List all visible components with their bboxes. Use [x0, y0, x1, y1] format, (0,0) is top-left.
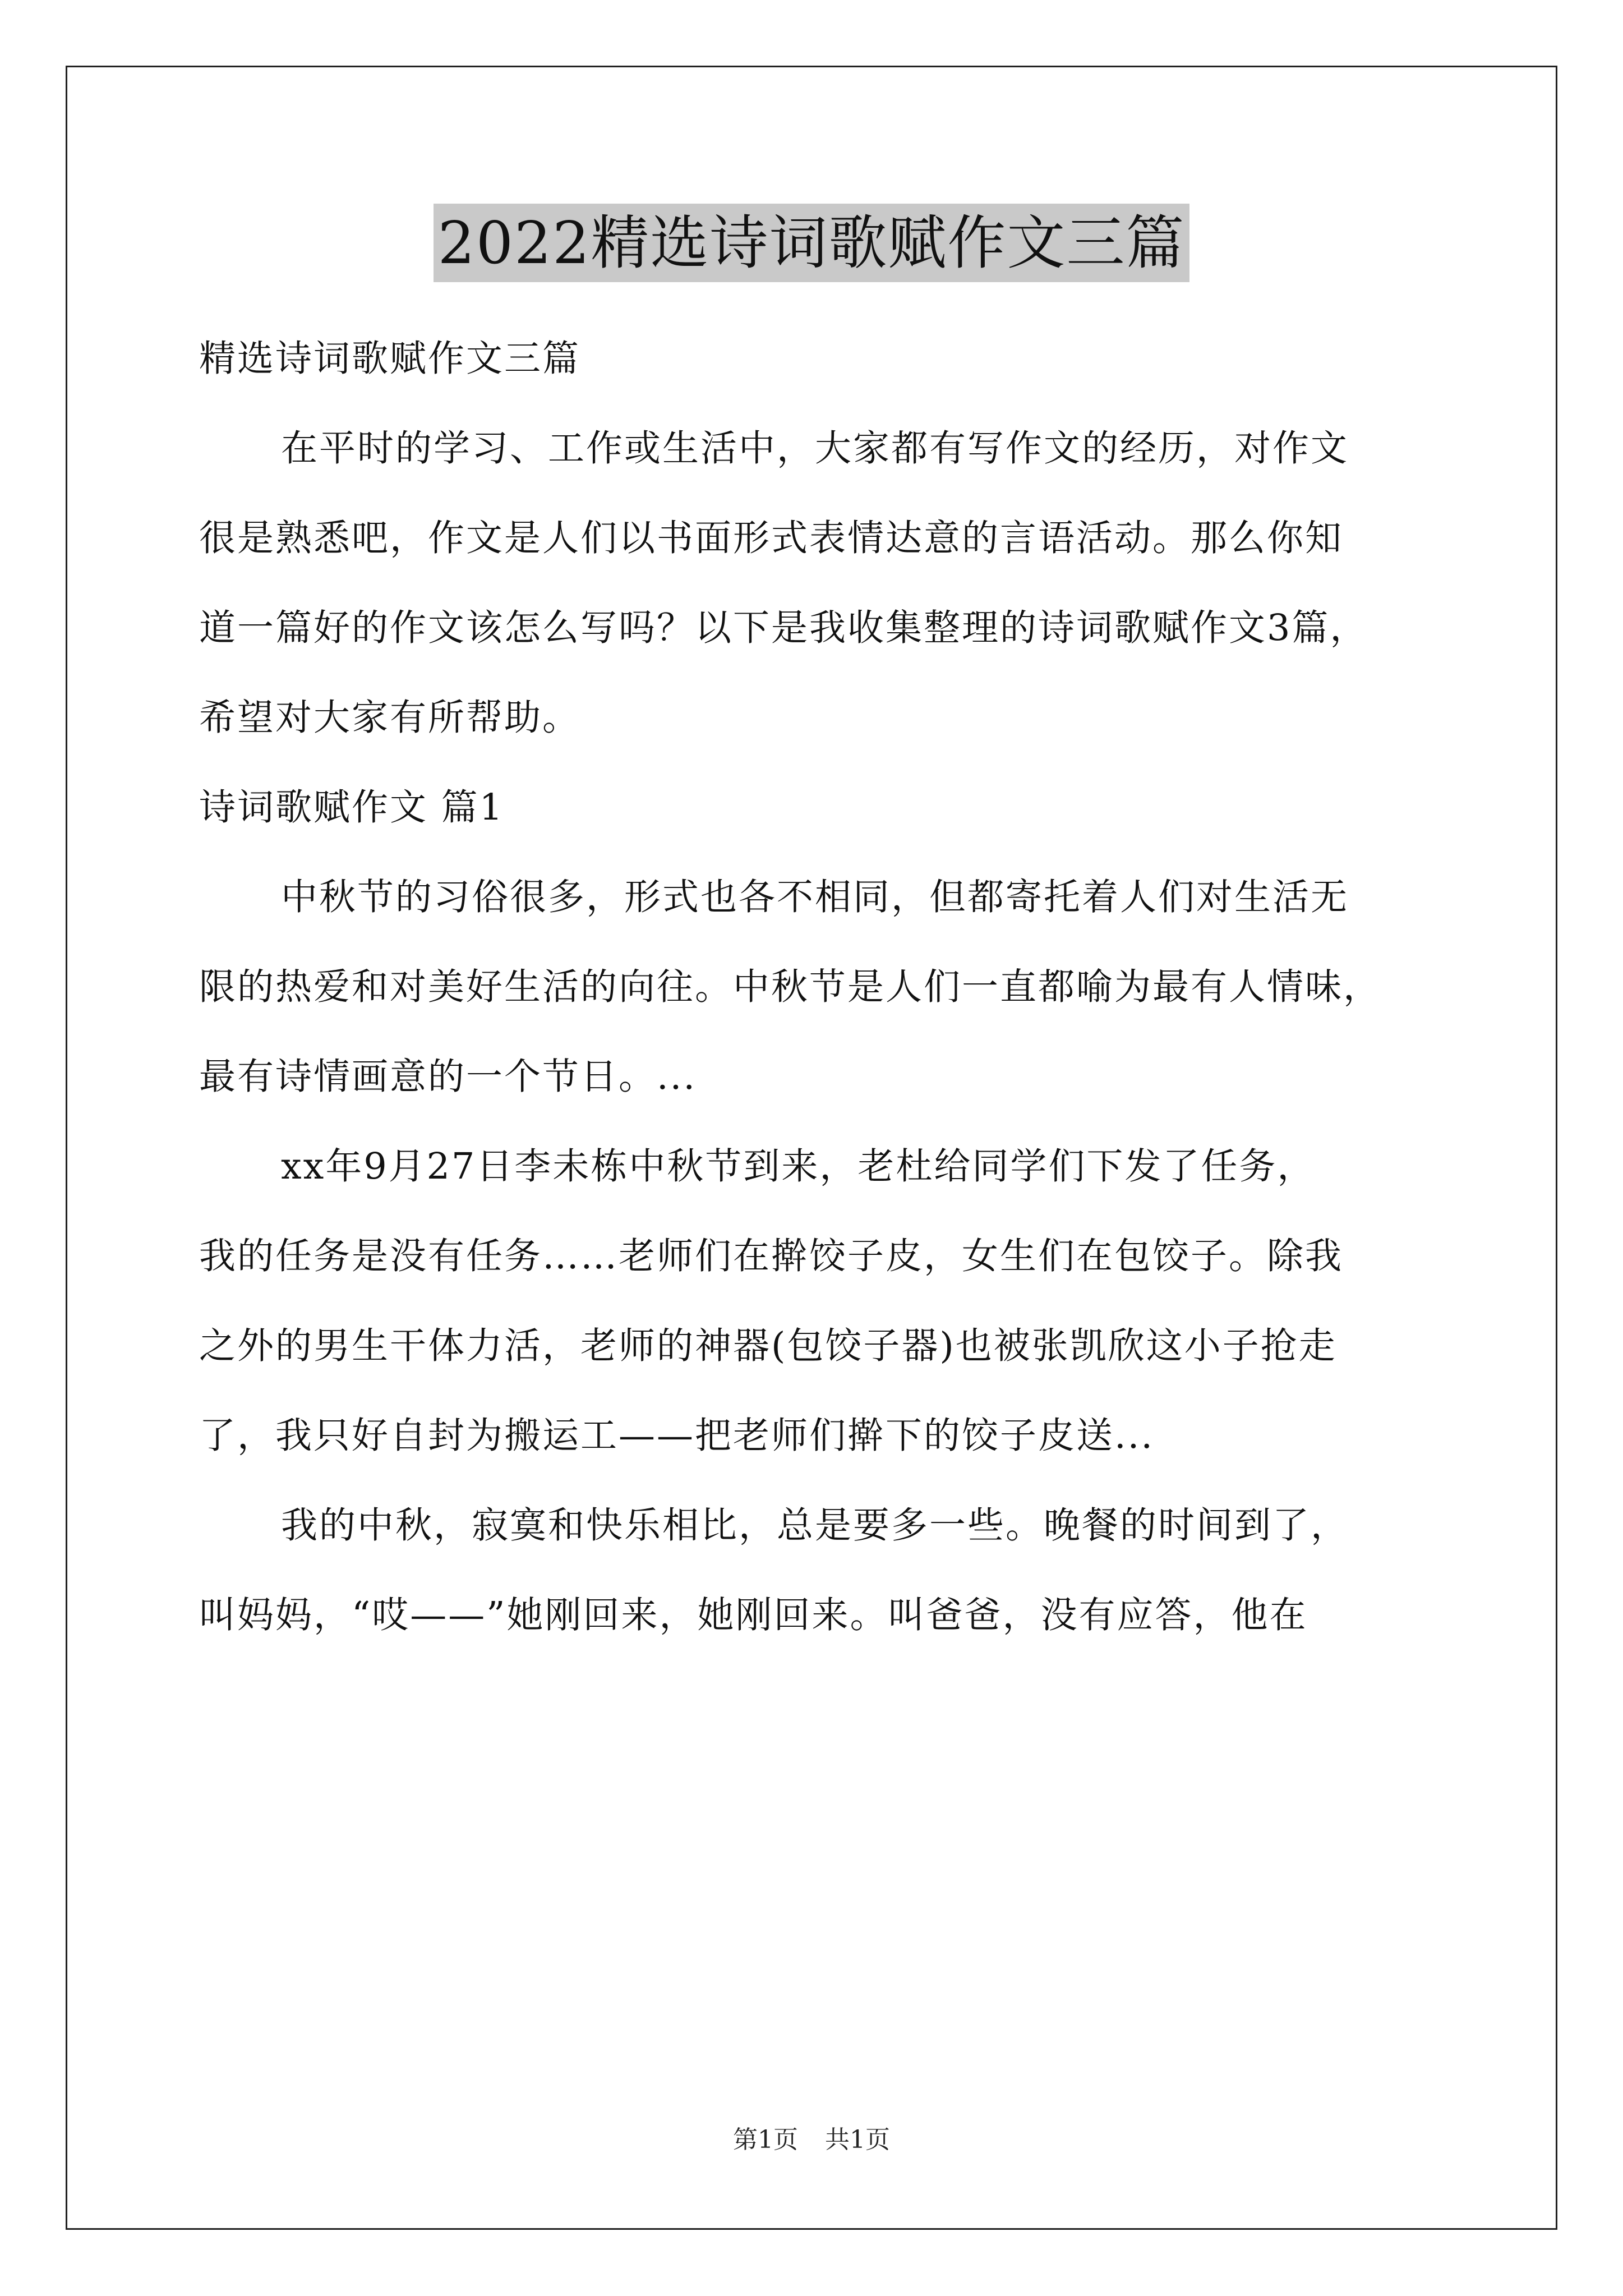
paragraph-line: 限的热爱和对美好生活的向往。中秋节是人们一直都喻为最有人情味， — [199, 966, 1382, 1008]
paragraph-line: 希望对大家有所帮助。 — [199, 697, 581, 739]
page-number: 第1页 — [733, 2125, 798, 2154]
paragraph-line: 了，我只好自封为搬运工——把老师们擀下的饺子皮送... — [199, 1415, 1154, 1457]
document-title: 2022精选诗词歌赋作文三篇 — [434, 204, 1190, 282]
paragraph-line: 最有诗情画意的一个节日。... — [199, 1056, 697, 1098]
title-container — [0, 204, 1623, 282]
paragraph-line: 我的任务是没有任务……老师们在擀饺子皮，女生们在包饺子。除我 — [199, 1235, 1344, 1277]
section-heading: 诗词歌赋作文 篇1 — [199, 786, 505, 829]
intro-heading: 精选诗词歌赋作文三篇 — [199, 338, 581, 380]
paragraph-line: 之外的男生干体力活，老师的神器(包饺子器)也被张凯欣这小子抢走 — [199, 1325, 1337, 1367]
paragraph-line: 我的中秋，寂寞和快乐相比，总是要多一些。晚餐的时间到了， — [281, 1504, 1349, 1547]
paragraph-line: 中秋节的习俗很多，形式也各不相同，但都寄托着人们对生活无 — [281, 876, 1349, 918]
paragraph-line: 叫妈妈，“哎——”她刚回来，她刚回来。叫爸爸，没有应答，他在 — [199, 1594, 1308, 1636]
paragraph-line: xx年9月27日李未栋中秋节到来，老杜给同学们下发了任务， — [281, 1145, 1316, 1188]
paragraph-line: 很是熟悉吧，作文是人们以书面形式表情达意的言语活动。那么你知 — [199, 517, 1344, 559]
document-body — [199, 314, 1461, 1660]
page-total: 共1页 — [825, 2125, 890, 2154]
paragraph-line: 在平时的学习、工作或生活中，大家都有写作文的经历，对作文 — [281, 427, 1349, 470]
paragraph-line: 道一篇好的作文该怎么写吗？以下是我收集整理的诗词歌赋作文3篇， — [199, 607, 1368, 649]
page-footer — [0, 2123, 1623, 2157]
